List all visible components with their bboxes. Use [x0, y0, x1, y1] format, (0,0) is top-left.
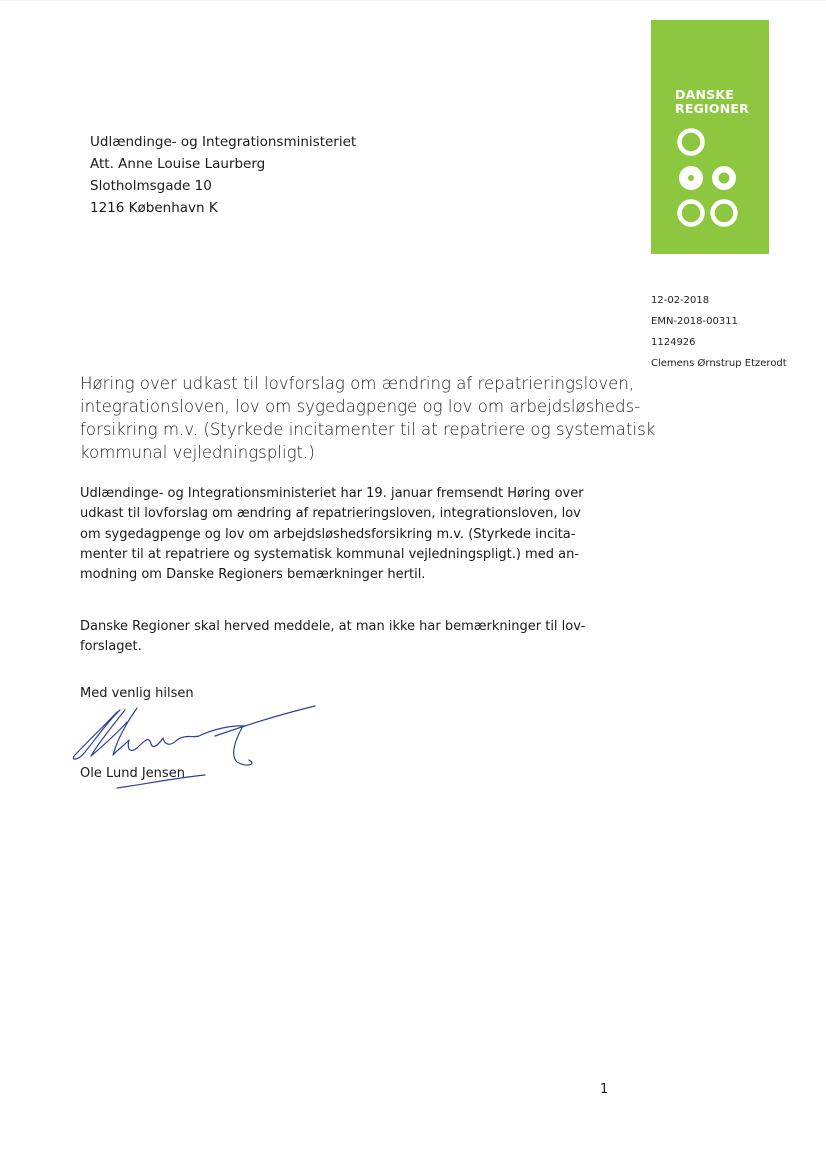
logo-text-line2: REGIONER	[675, 101, 749, 116]
paragraph-line: Udlændinge- og Integrationsministeriet har 19. januar fremsendt Høring over	[80, 486, 584, 501]
paragraph-line: forslaget.	[80, 639, 142, 655]
recipient-line: 1216 København K	[90, 200, 218, 216]
logo-text-line1: DANSKE	[675, 87, 734, 102]
signer-name: Ole Lund Jensen	[80, 766, 185, 781]
meta-doc-number: 1124926	[651, 337, 696, 348]
logo-circles-icon	[651, 20, 769, 254]
paragraph-line: om sygedagpenge og lov om arbejdsløshedsforsikring m.v. (Styrkede incita-	[80, 526, 576, 542]
top-edge-line	[0, 0, 826, 1]
heading-line: forsikring m.v. (Styrkede incitamenter til at repatriere og systematisk	[80, 420, 656, 439]
body-paragraph-1	[80, 484, 612, 585]
heading-line: Høring over udkast til lovforslag om ændring af repatrieringsloven,	[80, 374, 635, 393]
paragraph-line: Danske Regioner skal herved meddele, at man ikke har bemærkninger til lov-	[80, 619, 586, 634]
document-meta	[651, 290, 787, 374]
page-number: 1	[600, 1082, 609, 1097]
paragraph-line: menter til at repatriere og systematisk kommunal vejledningspligt.) med an-	[80, 546, 580, 562]
recipient-line: Slotholmsgade 10	[90, 178, 212, 194]
heading-line: kommunal vejledningspligt.)	[80, 443, 315, 462]
meta-author: Clemens Ørnstrup Etzerodt	[651, 358, 787, 369]
meta-case-number: EMN-2018-00311	[651, 316, 738, 327]
heading-line: integrationsloven, lov om sygedagpenge og lov om arbejdsløsheds-	[80, 397, 641, 416]
recipient-address	[90, 131, 356, 219]
body-paragraph-2	[80, 617, 612, 658]
danske-regioner-logo	[651, 20, 769, 254]
letter-heading	[80, 372, 656, 464]
recipient-line: Udlændinge- og Integrationsministeriet	[90, 134, 357, 150]
closing-greeting: Med venlig hilsen	[80, 686, 194, 701]
recipient-line: Att. Anne Louise Laurberg	[90, 156, 266, 172]
paragraph-line: udkast til lovforslag om ændring af repatrieringsloven, integrationsloven, lov	[80, 506, 581, 522]
meta-date: 12-02-2018	[651, 295, 710, 306]
paragraph-line: modning om Danske Regioners bemærkninger hertil.	[80, 567, 426, 583]
